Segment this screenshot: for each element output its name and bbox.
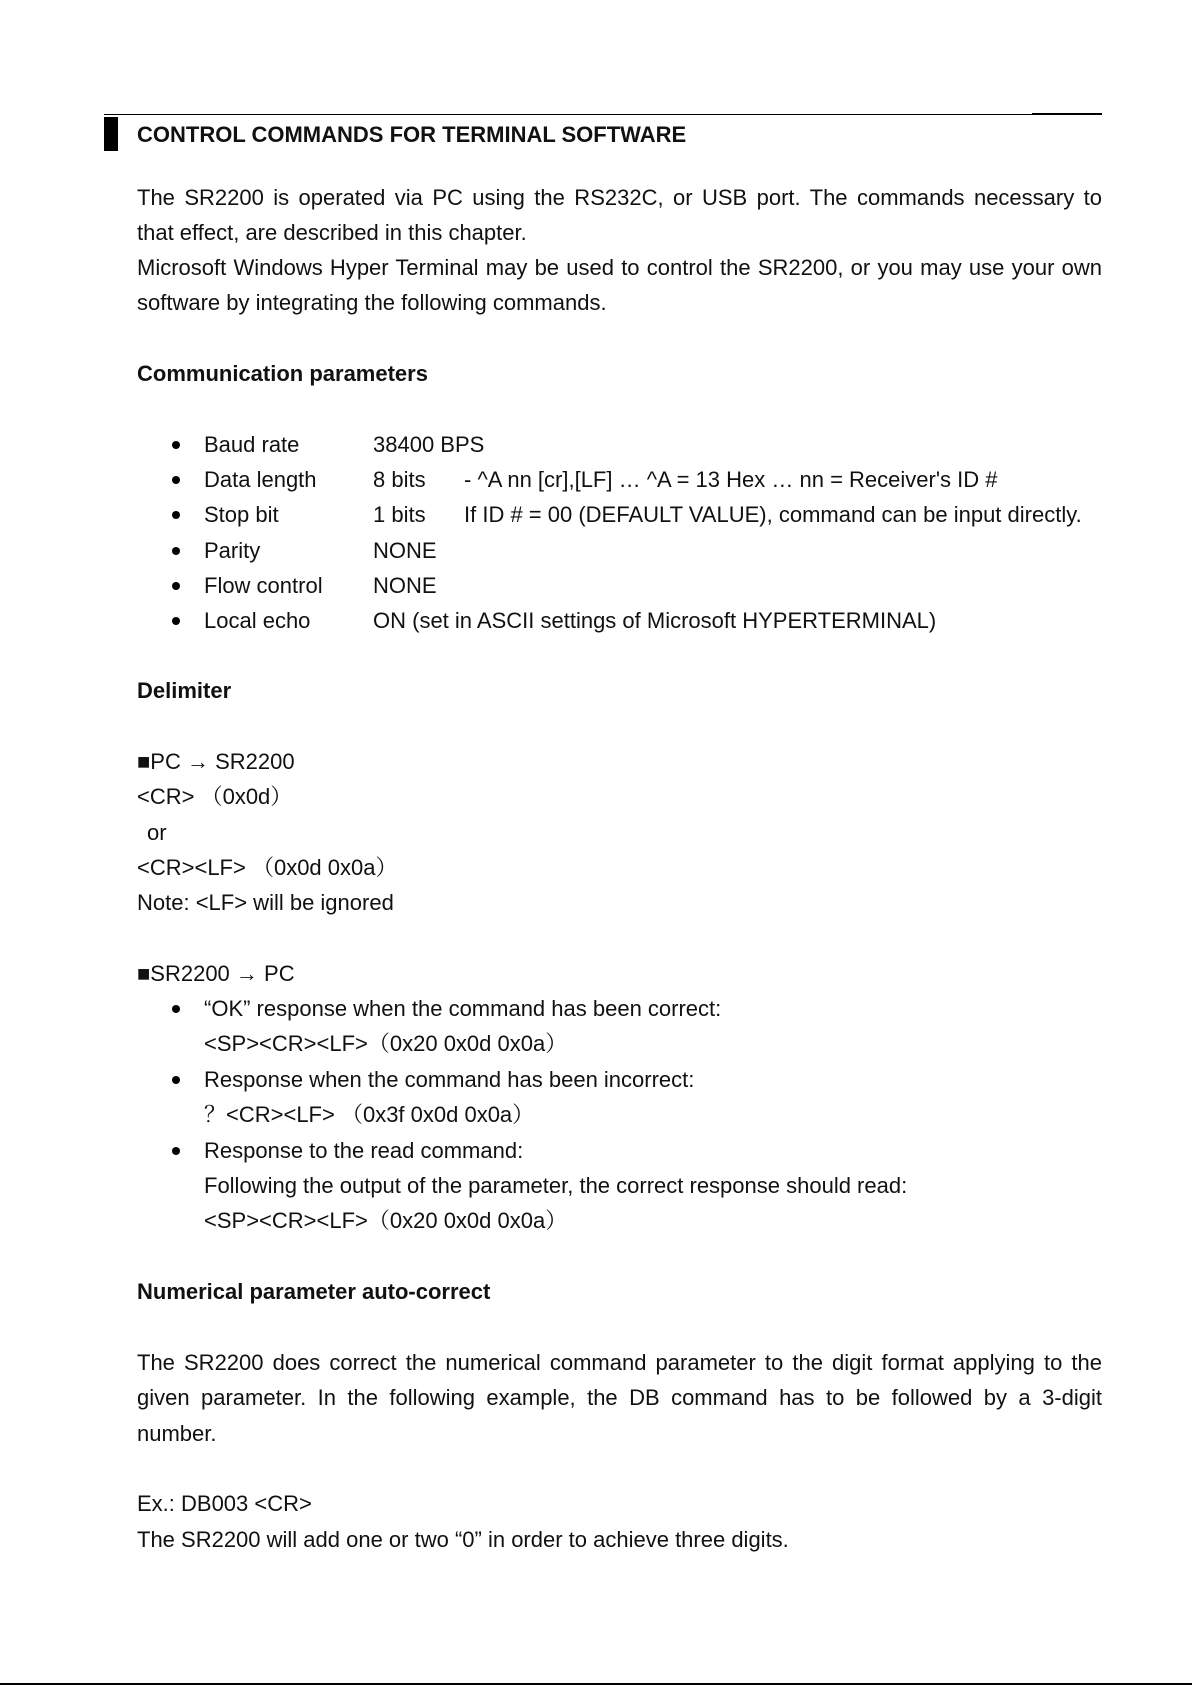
bullet-icon xyxy=(172,1147,180,1155)
intro-line-3: Microsoft Windows Hyper Terminal may be used to control the SR2200, or you may use your own xyxy=(137,255,1102,280)
param-label: Flow control xyxy=(204,573,323,598)
intro-line-4: software by integrating the following commands. xyxy=(137,290,607,315)
param-value: ON (set in ASCII settings of Microsoft HYPERTERMINAL) xyxy=(373,608,937,633)
response-description: “OK” response when the command has been correct: xyxy=(204,996,722,1021)
param-value: NONE xyxy=(373,538,437,563)
param-label: Local echo xyxy=(204,608,311,633)
bullet-icon xyxy=(172,1076,180,1084)
autocorrect-title: Numerical parameter auto-correct xyxy=(137,1279,491,1304)
bullet-icon xyxy=(172,1005,180,1013)
pc-delimiter-note: Note: <LF> will be ignored xyxy=(137,890,394,915)
response-detail: Following the output of the parameter, the correct response should read: xyxy=(204,1173,908,1198)
pc-to-device-heading: ■PC → SR2200 xyxy=(137,749,295,774)
delimiter-title: Delimiter xyxy=(137,678,232,703)
param-note: If ID # = 00 (DEFAULT VALUE), command can be input directly. xyxy=(464,502,1082,527)
param-value: 8 bits xyxy=(373,467,426,492)
bullet-icon xyxy=(172,547,180,555)
intro-line-2: that effect, are described in this chapter. xyxy=(137,220,527,245)
autocorrect-line-2: given parameter. In the following example, the DB command has to be followed by a 3-digit xyxy=(137,1385,1102,1410)
response-code: ？<CR><LF> （0x3f 0x0d 0x0a） xyxy=(204,1102,535,1127)
autocorrect-line-3: number. xyxy=(137,1421,217,1446)
param-label: Baud rate xyxy=(204,432,300,457)
param-label: Stop bit xyxy=(204,502,279,527)
param-value: NONE xyxy=(373,573,437,598)
pc-delimiter-crlf: <CR><LF> （0x0d 0x0a） xyxy=(137,855,398,880)
response-code: <SP><CR><LF>（0x20 0x0d 0x0a） xyxy=(204,1208,568,1233)
param-label: Parity xyxy=(204,538,261,563)
response-code: <SP><CR><LF>（0x20 0x0d 0x0a） xyxy=(204,1031,568,1056)
comm-params-title: Communication parameters xyxy=(137,361,428,386)
param-label: Data length xyxy=(204,467,317,492)
autocorrect-explanation: The SR2200 will add one or two “0” in order to achieve three digits. xyxy=(137,1527,789,1552)
header-rule-accent xyxy=(1032,113,1102,115)
section-heading: CONTROL COMMANDS FOR TERMINAL SOFTWARE xyxy=(137,122,687,147)
bullet-icon xyxy=(172,476,180,484)
header-rule xyxy=(104,114,1102,115)
autocorrect-example: Ex.: DB003 <CR> xyxy=(137,1491,312,1516)
autocorrect-line-1: The SR2200 does correct the numerical command parameter to the digit format applying to the xyxy=(137,1350,1102,1375)
section-marker-bar xyxy=(104,117,118,151)
intro-line-1: The SR2200 is operated via PC using the RS232C, or USB port. The commands necessary to xyxy=(137,185,1102,210)
bullet-icon xyxy=(172,511,180,519)
param-value: 1 bits xyxy=(373,502,426,527)
response-description: Response to the read command: xyxy=(204,1138,524,1163)
bullet-icon xyxy=(172,617,180,625)
bullet-icon xyxy=(172,582,180,590)
device-to-pc-heading: ■SR2200 → PC xyxy=(137,961,295,986)
param-note: - ^A nn [cr],[LF] … ^A = 13 Hex … nn = Receiver's ID # xyxy=(464,467,998,492)
response-description: Response when the command has been incorrect: xyxy=(204,1067,695,1092)
bullet-icon xyxy=(172,441,180,449)
pc-delimiter-or: or xyxy=(147,820,167,845)
param-value: 38400 BPS xyxy=(373,432,485,457)
pc-delimiter-cr: <CR> （0x0d） xyxy=(137,784,293,809)
